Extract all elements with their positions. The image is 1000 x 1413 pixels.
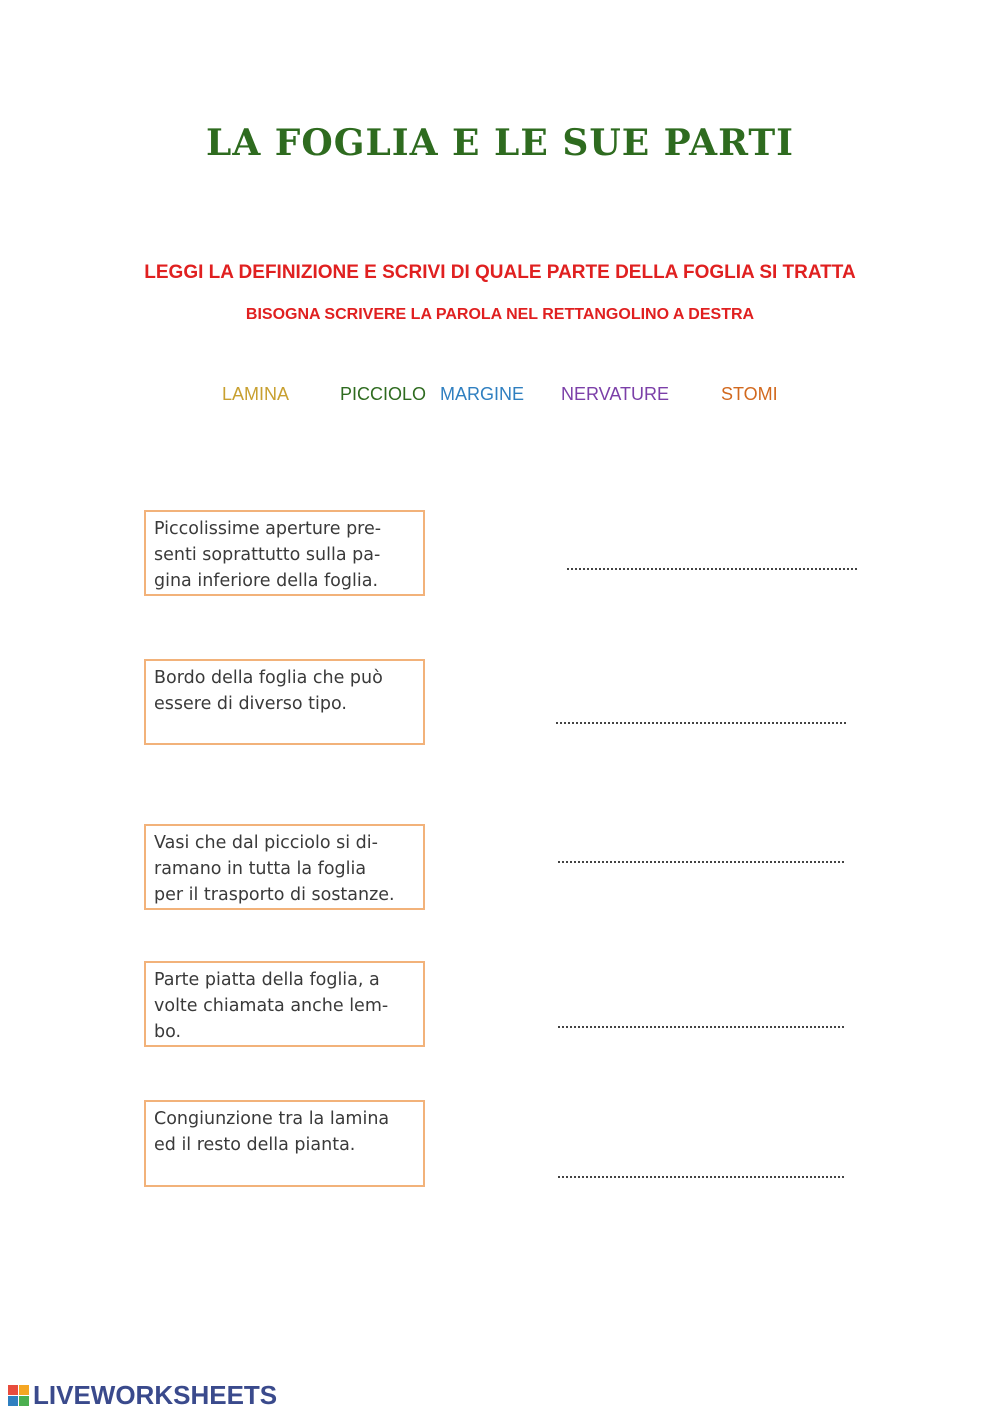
- word-bank-margine: MARGINE: [440, 384, 525, 404]
- logo-block: [8, 1385, 18, 1395]
- definition-box-1: [144, 510, 425, 596]
- definition-line: ramano in tutta la foglia: [154, 859, 367, 879]
- instruction-line-2: BISOGNA SCRIVERE LA PAROLA NEL RETTANGOLINO A DESTRA: [245, 306, 755, 323]
- answer-input-5[interactable]: [558, 1158, 844, 1178]
- definition-line: gina inferiore della foglia.: [154, 571, 379, 591]
- definition-line: per il trasporto di sostanze.: [154, 885, 395, 905]
- logo-block: [19, 1396, 29, 1406]
- definition-line: volte chiamata anche lem-: [154, 996, 389, 1016]
- footer-brand: [8, 1380, 277, 1410]
- definition-line: Congiunzione tra la lamina: [154, 1109, 390, 1129]
- logo-block: [19, 1385, 29, 1395]
- definition-line: Vasi che dal picciolo si di-: [154, 833, 378, 853]
- instruction-line-1: LEGGI LA DEFINIZIONE E SCRIVI DI QUALE PARTE DELLA FOGLIA SI TRATTA: [144, 262, 856, 283]
- answer-input-2[interactable]: [556, 704, 846, 724]
- brand-name: LIVEWORKSHEETS: [33, 1379, 278, 1410]
- definition-box-5: [144, 1100, 425, 1187]
- definition-line: Piccolissime aperture pre-: [154, 519, 382, 539]
- logo-block: [8, 1396, 18, 1406]
- page-title: LA FOGLIA E LE SUE PARTI: [206, 122, 794, 164]
- definition-line: bo.: [154, 1022, 182, 1042]
- word-bank-stomi: STOMI: [721, 384, 778, 404]
- abc-blocks-icon: [8, 1385, 29, 1406]
- answer-input-4[interactable]: [558, 1008, 844, 1028]
- definition-line: essere di diverso tipo.: [154, 694, 347, 714]
- answer-input-1[interactable]: [567, 550, 857, 570]
- definition-line: ed il resto della pianta.: [154, 1135, 356, 1155]
- word-bank-nervature: NERVATURE: [561, 384, 670, 404]
- word-bank-picciolo: PICCIOLO: [340, 384, 427, 404]
- word-bank-lamina: LAMINA: [222, 384, 290, 404]
- definition-line: senti soprattutto sulla pa-: [154, 545, 381, 565]
- definition-box-3: [144, 824, 425, 910]
- answer-input-3[interactable]: [558, 843, 844, 863]
- definition-line: Parte piatta della foglia, a: [154, 970, 380, 990]
- definition-box-2: [144, 659, 425, 745]
- definition-line: Bordo della foglia che può: [154, 668, 383, 688]
- definition-box-4: [144, 961, 425, 1047]
